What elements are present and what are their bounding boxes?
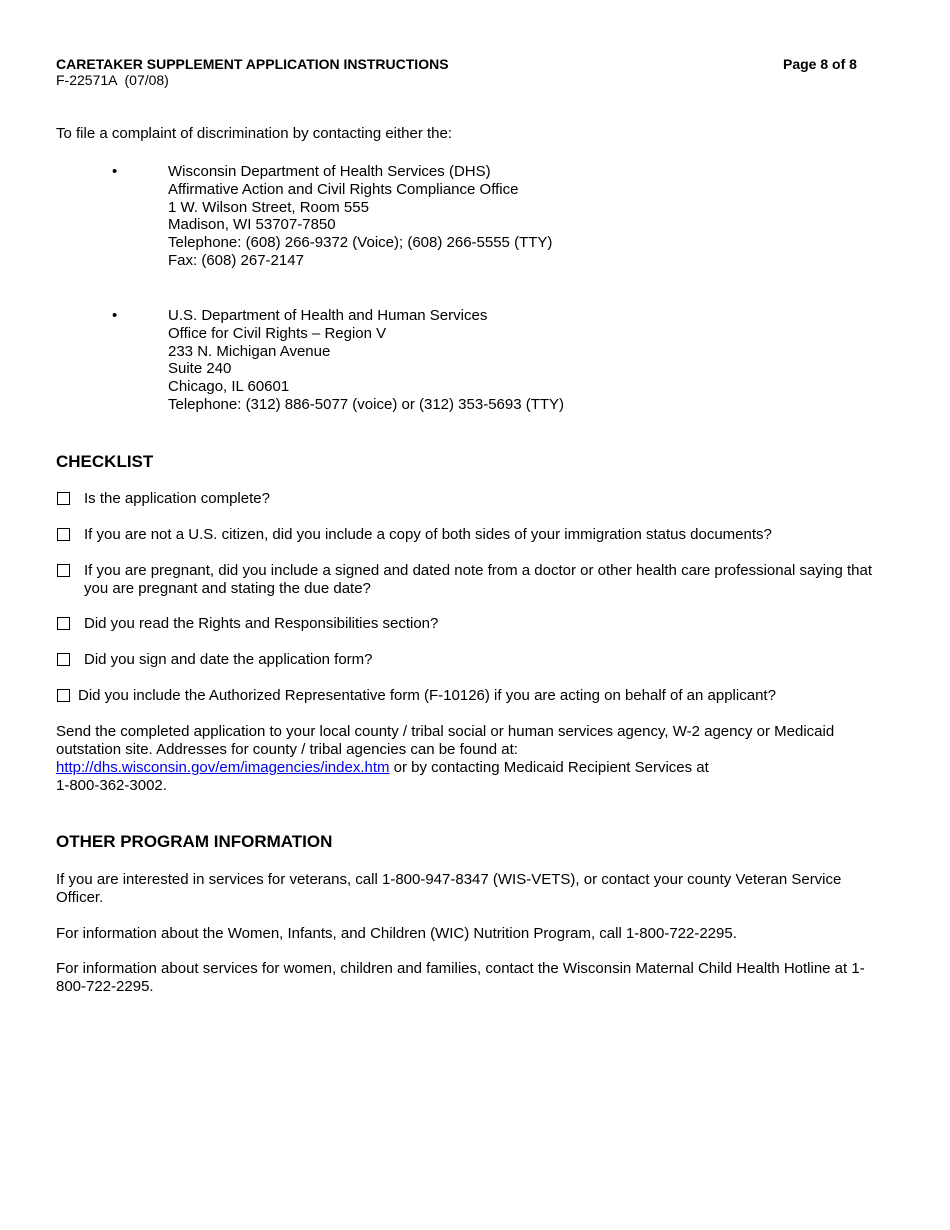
- checklist-item-label: Is the application complete?: [84, 490, 270, 507]
- form-title: CARETAKER SUPPLEMENT APPLICATION INSTRUCTIONS: [56, 56, 449, 72]
- contact-line: Telephone: (608) 266-9372 (Voice); (608) 266-5555 (TTY): [168, 234, 553, 252]
- checklist-item-label: Did you read the Rights and Responsibilities section?: [84, 615, 439, 632]
- contact-line: U.S. Department of Health and Human Services: [168, 307, 488, 324]
- checklist-item-label: If you are pregnant, did you include a signed and dated note from a doctor or other health care professional saying that you are pregnant and stating the due date?: [84, 562, 873, 597]
- contact-line: Affirmative Action and Civil Rights Compliance Office: [168, 180, 519, 198]
- checklist-item-label: Did you sign and date the application form?: [84, 651, 373, 668]
- mch-hotline-info: For information about services for women, children and families, contact the Wisconsin Maternal Child Health Hotline at 1-800-722-2295.: [56, 960, 865, 995]
- contact-line: 233 N. Michigan Avenue: [168, 342, 331, 360]
- checkbox[interactable]: [57, 653, 70, 666]
- send-text: Send the completed application to your local county / tribal social or human services agency, W-2 agency or Medicaid outstation site. Addresses for county / tribal agencies can be found at:: [56, 723, 835, 758]
- contact-line: Wisconsin Department of Health Services (DHS): [168, 163, 491, 180]
- recipient-services-phone: 1-800-362-3002.: [56, 777, 167, 794]
- contact-address-block: [168, 163, 552, 270]
- bullet: •: [112, 307, 118, 324]
- contact-line: Suite 240: [168, 360, 232, 378]
- wic-info: For information about the Women, Infants, and Children (WIC) Nutrition Program, call 1-800-722-2295.: [56, 925, 737, 942]
- veterans-info: If you are interested in services for veterans, call 1-800-947-8347 (WIS-VETS), or contact your county Veteran Service Officer.: [56, 871, 842, 906]
- checkbox[interactable]: [57, 617, 70, 630]
- checkbox[interactable]: [57, 528, 70, 541]
- send-instructions: [56, 723, 876, 795]
- checkbox[interactable]: [57, 492, 70, 505]
- agencies-link[interactable]: http://dhs.wisconsin.gov/em/imagencies/index.htm: [56, 759, 390, 776]
- send-text-after: or by contacting Medicaid Recipient Services at: [389, 759, 709, 776]
- page-number: Page 8 of 8: [783, 56, 857, 72]
- contact-address-block: [168, 307, 564, 414]
- complaint-intro: To file a complaint of discrimination by contacting either the:: [56, 125, 453, 142]
- contact-line: Chicago, IL 60601: [168, 378, 290, 396]
- checklist-item-label: If you are not a U.S. citizen, did you include a copy of both sides of your immigration status documents?: [84, 526, 772, 543]
- checkbox[interactable]: [57, 564, 70, 577]
- contact-line: Office for Civil Rights – Region V: [168, 324, 387, 342]
- contact-line: Fax: (608) 267-2147: [168, 251, 304, 269]
- contact-line: 1 W. Wilson Street, Room 555: [168, 198, 369, 216]
- contact-line: Madison, WI 53707-7850: [168, 216, 336, 234]
- contact-line: Telephone: (312) 886-5077 (voice) or (312) 353-5693 (TTY): [168, 395, 565, 413]
- bullet: •: [112, 163, 118, 180]
- other-program-heading: OTHER PROGRAM INFORMATION: [56, 832, 333, 851]
- checkbox[interactable]: [57, 689, 70, 702]
- checklist-item-label: Did you include the Authorized Representative form (F-10126) if you are acting on behalf of an applicant?: [78, 687, 776, 704]
- form-id: F-22571A (07/08): [56, 72, 169, 88]
- checklist-heading: CHECKLIST: [56, 452, 154, 471]
